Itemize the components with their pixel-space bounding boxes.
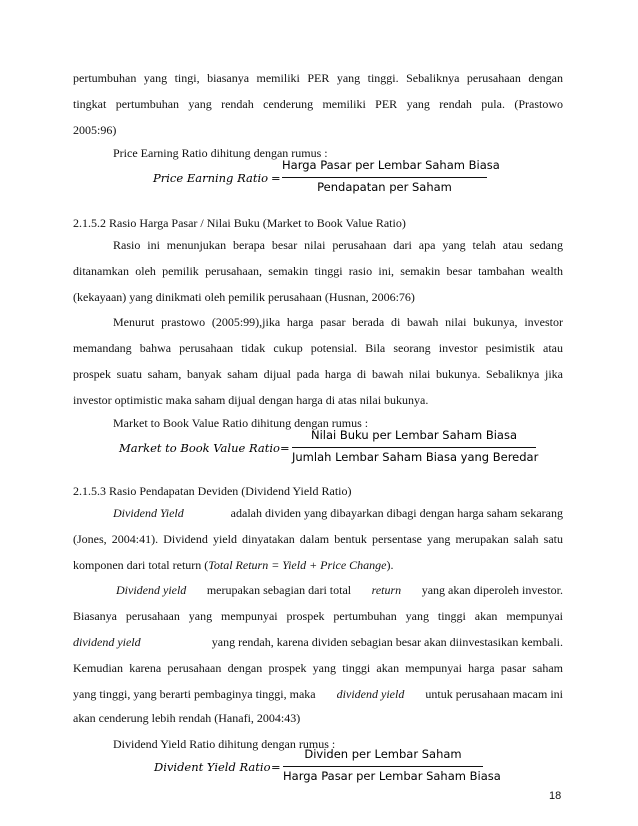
- body-text-line: [116, 583, 563, 598]
- section-heading: 2.1.5.3 Rasio Pendapatan Deviden (Dividend Yield Ratio): [73, 484, 352, 498]
- body-text-line: pertumbuhan yang tingi, biasanya memiliki PER yang tinggi. Sebaliknya perusahaan dengan: [73, 71, 563, 85]
- body-text-line: (Jones, 2004:41). Dividend yield dinyatakan dalam bentuk persentase yang merupakan salah satu: [73, 532, 563, 546]
- section-heading: 2.1.5.2 Rasio Harga Pasar / Nilai Buku (Market to Book Value Ratio): [73, 216, 406, 230]
- text-run: yang rendah, karena dividen sebagian besar akan diinvestasikan kembali.: [211, 635, 563, 649]
- italic-term: Dividend yield: [116, 583, 187, 597]
- body-text-line: ditanamkan oleh pemilik perusahaan, semakin tinggi rasio ini, semakin besar tambahan wealth: [73, 264, 563, 278]
- body-text-line: memandang bahwa perusahaan tidak cukup potensial. Bila seorang investor pesimistik atau: [73, 341, 563, 355]
- text-run: komponen dari total return (: [73, 558, 209, 572]
- formula-lhs: Market to Book Value Ratio: [119, 441, 280, 455]
- body-text-line: akan cenderung lebih rendah (Hanafi, 2004:43): [73, 711, 301, 725]
- body-text-line: [113, 506, 563, 521]
- fraction-bar: [282, 177, 487, 178]
- text-run: yang akan diperoleh investor.: [421, 583, 563, 597]
- formula-numerator: Nilai Buku per Lembar Saham Biasa: [310, 428, 517, 442]
- italic-term: dividend yield: [73, 635, 141, 649]
- formula-equals: =: [271, 760, 281, 774]
- body-text-line: [73, 558, 394, 573]
- formula-numerator: Dividen per Lembar Saham: [304, 747, 462, 761]
- formula-intro: Price Earning Ratio dihitung dengan rumus :: [113, 146, 328, 160]
- fraction-bar: [292, 447, 536, 448]
- body-text-line: tingkat pertumbuhan yang rendah cenderung memiliki PER yang rendah pula. (Prastowo: [73, 97, 563, 111]
- formula-equals: =: [271, 171, 281, 185]
- body-text-line: Kemudian karena perusahaan dengan prospek yang tinggi akan mempunyai harga pasar saham: [73, 661, 563, 675]
- text-run: adalah dividen yang dibayarkan dibagi dengan harga saham sekarang: [230, 506, 563, 520]
- body-text-line: investor optimistic maka saham dijual dengan harga di atas nilai bukunya.: [73, 393, 429, 407]
- fraction-bar: [283, 766, 483, 767]
- italic-term: Dividend Yield: [113, 506, 184, 520]
- formula-denominator: Harga Pasar per Lembar Saham Biasa: [283, 769, 501, 783]
- formula-numerator: Harga Pasar per Lembar Saham Biasa: [282, 158, 500, 172]
- formula-lhs: Divident Yield Ratio: [154, 760, 271, 774]
- text-run: ).: [386, 558, 394, 572]
- text-run: untuk perusahaan macam ini: [425, 687, 563, 701]
- page-number: 18: [549, 790, 562, 802]
- formula-intro: Dividend Yield Ratio dihitung dengan rumus :: [113, 737, 336, 751]
- body-text-line: Menurut prastowo (2005:99),jika harga pasar berada di bawah nilai bukunya, investor: [113, 315, 563, 329]
- formula-intro: Market to Book Value Ratio dihitung dengan rumus :: [113, 416, 369, 430]
- formula-denominator: Jumlah Lembar Saham Biasa yang Beredar: [292, 450, 539, 464]
- body-text-line: [73, 635, 563, 650]
- body-text-line: Rasio ini menunjukan berapa besar nilai perusahaan dari apa yang telah atau sedang: [113, 238, 563, 252]
- text-run: merupakan sebagian dari total: [206, 583, 352, 597]
- body-text-line: (kekayaan) yang dinikmati oleh pemilik perusahaan (Husnan, 2006:76): [73, 290, 415, 304]
- body-text-line: Biasanya perusahaan yang mempunyai prospek pertumbuhan yang tinggi akan mempunyai: [73, 609, 563, 623]
- italic-term: Total Return = Yield + Price Change: [208, 558, 387, 572]
- body-text-line: [73, 687, 563, 702]
- formula-denominator: Pendapatan per Saham: [317, 180, 452, 194]
- body-text-line: prospek suatu saham, banyak saham dijual pada harga di bawah nilai bukunya. Sebaliknya jika: [73, 367, 563, 381]
- italic-term: dividend yield: [336, 687, 405, 701]
- italic-term: return: [371, 583, 402, 597]
- formula-equals: =: [280, 441, 290, 455]
- formula-lhs: Price Earning Ratio: [153, 171, 269, 185]
- text-run: yang tinggi, yang berarti pembaginya tinggi, maka: [73, 687, 316, 701]
- body-text-line: 2005:96): [73, 123, 117, 137]
